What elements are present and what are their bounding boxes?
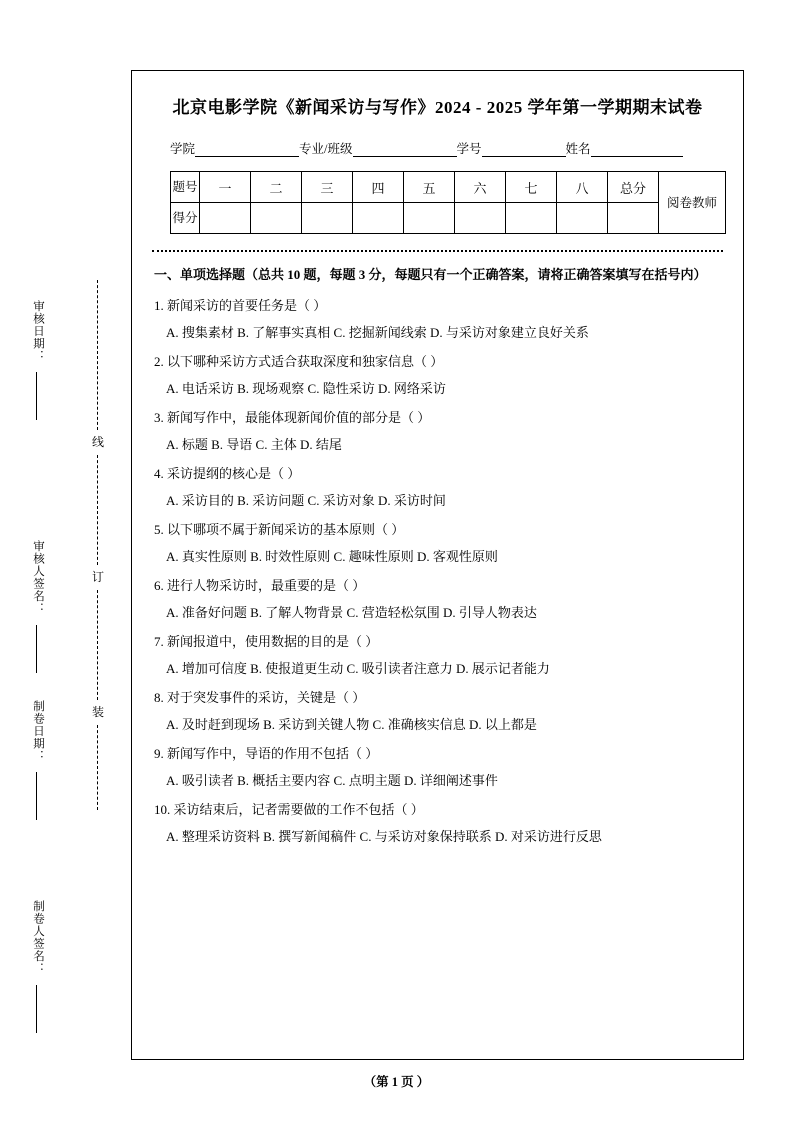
reviewer-signature-label: 审核人签名： <box>32 540 44 615</box>
info-blank-college[interactable] <box>195 143 299 157</box>
question-options-2: A. 电话采访 B. 现场观察 C. 隐性采访 D. 网络采访 <box>166 381 446 396</box>
question-options-1: A. 搜集素材 B. 了解事实真相 C. 挖掘新闻线索 D. 与采访对象建立良好关系 <box>166 325 589 340</box>
question-stem-8: 8. 对于突发事件的采访，关键是（ ） <box>154 690 366 705</box>
question-options-8: A. 及时赶到现场 B. 采访到关键人物 C. 准确核实信息 D. 以上都是 <box>166 717 537 732</box>
question-options-10: A. 整理采访资料 B. 撰写新闻稿件 C. 与采访对象保持联系 D. 对采访进行反思 <box>166 829 602 844</box>
review-date-label: 审核日期： <box>32 300 44 363</box>
question-stem-6: 6. 进行人物采访时，最重要的是（ ） <box>154 578 366 593</box>
page-number-footer: （第 1 页 ） <box>363 1075 430 1089</box>
left-margin-annotations <box>0 0 130 1122</box>
fold-segment-bottom <box>97 725 98 810</box>
question-options-6: A. 准备好问题 B. 了解人物背景 C. 营造轻松氛围 D. 引导人物表达 <box>166 605 537 620</box>
score-cell-8[interactable] <box>557 203 608 234</box>
score-cell-5[interactable] <box>404 203 455 234</box>
section-heading-multiple-choice: 一、单项选择题（总共 10 题，每题 3 分，每题只有一个正确答案，请将正确答案填写在括号内） <box>154 267 707 282</box>
paper-maker-signature-label: 制卷人签名： <box>32 900 44 975</box>
col-header-4: 四 <box>353 172 404 203</box>
paper-date-label: 制卷日期： <box>32 700 44 763</box>
exam-sheet <box>131 70 744 1060</box>
question-stem-5: 5. 以下哪项不属于新闻采访的基本原则（ ） <box>154 522 405 537</box>
row-header-score: 得分 <box>171 203 200 234</box>
info-label-student-id: 学号 <box>456 142 482 156</box>
score-cell-4[interactable] <box>353 203 404 234</box>
info-field-college <box>170 139 299 157</box>
dotted-divider <box>152 250 723 252</box>
score-cell-6[interactable] <box>455 203 506 234</box>
question-stem-9: 9. 新闻写作中，导语的作用不包括（ ） <box>154 746 379 761</box>
col-header-2: 二 <box>251 172 302 203</box>
question-options-7: A. 增加可信度 B. 使报道更生动 C. 吸引读者注意力 D. 展示记者能力 <box>166 661 550 676</box>
fold-char-ding: 订 <box>91 570 104 584</box>
info-field-student-id <box>457 139 566 157</box>
paper-maker-signature-rule <box>36 985 37 1033</box>
col-header-total: 总分 <box>608 172 659 203</box>
table-row-scores <box>171 203 726 234</box>
question-stem-3: 3. 新闻写作中，最能体现新闻价值的部分是（ ） <box>154 410 431 425</box>
score-table <box>170 171 726 234</box>
col-header-6: 六 <box>455 172 506 203</box>
fold-segment-middle-upper <box>97 455 98 565</box>
info-blank-student-id[interactable] <box>482 143 566 157</box>
score-cell-total[interactable] <box>608 203 659 234</box>
col-header-8: 八 <box>557 172 608 203</box>
question-stem-2: 2. 以下哪种采访方式适合获取深度和独家信息（ ） <box>154 354 444 369</box>
info-label-college: 学院 <box>170 142 196 156</box>
table-row-question-numbers <box>171 172 726 203</box>
row-header-question-no: 题号 <box>171 172 200 203</box>
question-stem-4: 4. 采访提纲的核心是（ ） <box>154 466 301 481</box>
fold-char-xian: 线 <box>91 435 104 449</box>
info-field-name <box>566 139 683 157</box>
page-title: 北京电影学院《新闻采访与写作》2024 - 2025 学年第一学期期末试卷 <box>172 98 703 117</box>
fold-segment-middle-lower <box>97 590 98 700</box>
question-options-9: A. 吸引读者 B. 概括主要内容 C. 点明主题 D. 详细阐述事件 <box>166 773 498 788</box>
review-date-rule <box>36 372 37 420</box>
fold-char-zhuang: 装 <box>91 705 104 719</box>
col-header-3: 三 <box>302 172 353 203</box>
score-cell-1[interactable] <box>200 203 251 234</box>
col-header-7: 七 <box>506 172 557 203</box>
info-field-major-class <box>299 139 456 157</box>
info-blank-name[interactable] <box>591 143 683 157</box>
binding-fold-line <box>91 280 105 810</box>
col-header-1: 一 <box>200 172 251 203</box>
col-header-grading-teacher: 阅卷教师 <box>659 172 726 234</box>
question-options-4: A. 采访目的 B. 采访问题 C. 采访对象 D. 采访时间 <box>166 493 446 508</box>
info-label-major-class: 专业/班级 <box>299 142 353 156</box>
col-header-5: 五 <box>404 172 455 203</box>
question-options-3: A. 标题 B. 导语 C. 主体 D. 结尾 <box>166 437 342 452</box>
info-label-name: 姓名 <box>565 142 591 156</box>
score-cell-3[interactable] <box>302 203 353 234</box>
question-stem-10: 10. 采访结束后，记者需要做的工作不包括（ ） <box>154 802 424 817</box>
fold-segment-top <box>97 280 98 430</box>
question-stem-1: 1. 新闻采访的首要任务是（ ） <box>154 298 327 313</box>
reviewer-signature-rule <box>36 625 37 673</box>
info-blank-major-class[interactable] <box>353 143 457 157</box>
question-options-5: A. 真实性原则 B. 时效性原则 C. 趣味性原则 D. 客观性原则 <box>166 549 498 564</box>
paper-date-rule <box>36 772 37 820</box>
score-cell-7[interactable] <box>506 203 557 234</box>
question-stem-7: 7. 新闻报道中，使用数据的目的是（ ） <box>154 634 379 649</box>
score-cell-2[interactable] <box>251 203 302 234</box>
student-info-row <box>170 139 717 157</box>
